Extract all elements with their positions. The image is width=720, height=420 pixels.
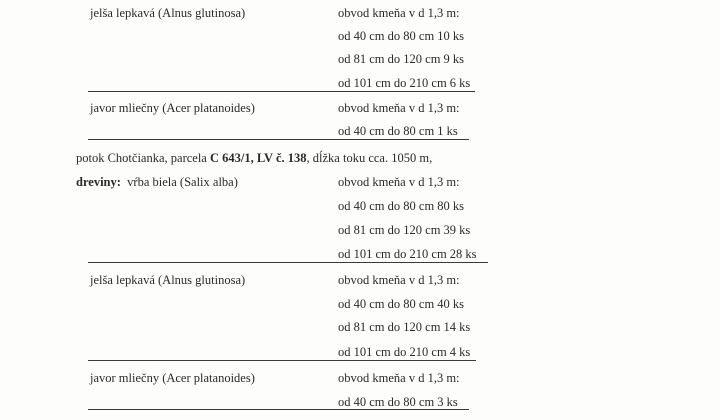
species-name: jelša lepkavá (Alnus glutinosa) — [90, 273, 246, 287]
size-row: od 101 cm do 210 cm 4 ks — [338, 345, 471, 359]
size-row: od 101 cm do 210 cm 6 ks — [338, 76, 471, 90]
size-row: od 40 cm do 80 cm 3 ks — [338, 395, 458, 409]
species-name: jelša lepkavá (Alnus glutinosa) — [90, 6, 246, 20]
parcel-number: C 643/1, LV č. 138 — [209, 151, 307, 165]
species-name: javor mliečny (Acer platanoides) — [90, 371, 255, 385]
circumference-label: obvod kmeňa v d 1,3 m: — [338, 273, 460, 287]
circumference-label: obvod kmeňa v d 1,3 m: — [338, 6, 460, 20]
divider-line — [88, 139, 469, 140]
circumference-label: obvod kmeňa v d 1,3 m: — [338, 371, 460, 385]
stream-suffix: , dĺžka toku cca. 1050 m, — [306, 151, 433, 165]
species-name: vŕba biela (Salix alba) — [127, 175, 238, 189]
circumference-label: obvod kmeňa v d 1,3 m: — [338, 101, 460, 115]
size-row: od 40 cm do 80 cm 1 ks — [338, 124, 458, 138]
size-row: od 81 cm do 120 cm 14 ks — [338, 320, 471, 334]
divider-line — [88, 360, 476, 361]
stream-prefix: potok Chotčianka, parcela — [76, 151, 210, 165]
divider-line — [88, 409, 469, 410]
trees-label: dreviny: — [76, 175, 121, 189]
species-name: javor mliečny (Acer platanoides) — [90, 101, 255, 115]
stream-heading — [76, 151, 432, 165]
trees-line — [76, 175, 238, 189]
size-row: od 81 cm do 120 cm 39 ks — [338, 223, 471, 237]
divider-line — [88, 262, 488, 263]
size-row: od 81 cm do 120 cm 9 ks — [338, 52, 465, 66]
size-row: od 40 cm do 80 cm 80 ks — [338, 199, 465, 213]
size-row: od 40 cm do 80 cm 40 ks — [338, 297, 465, 311]
divider-line — [88, 91, 475, 92]
size-row: od 40 cm do 80 cm 10 ks — [338, 29, 465, 43]
size-row: od 101 cm do 210 cm 28 ks — [338, 247, 477, 261]
circumference-label: obvod kmeňa v d 1,3 m: — [338, 175, 460, 189]
